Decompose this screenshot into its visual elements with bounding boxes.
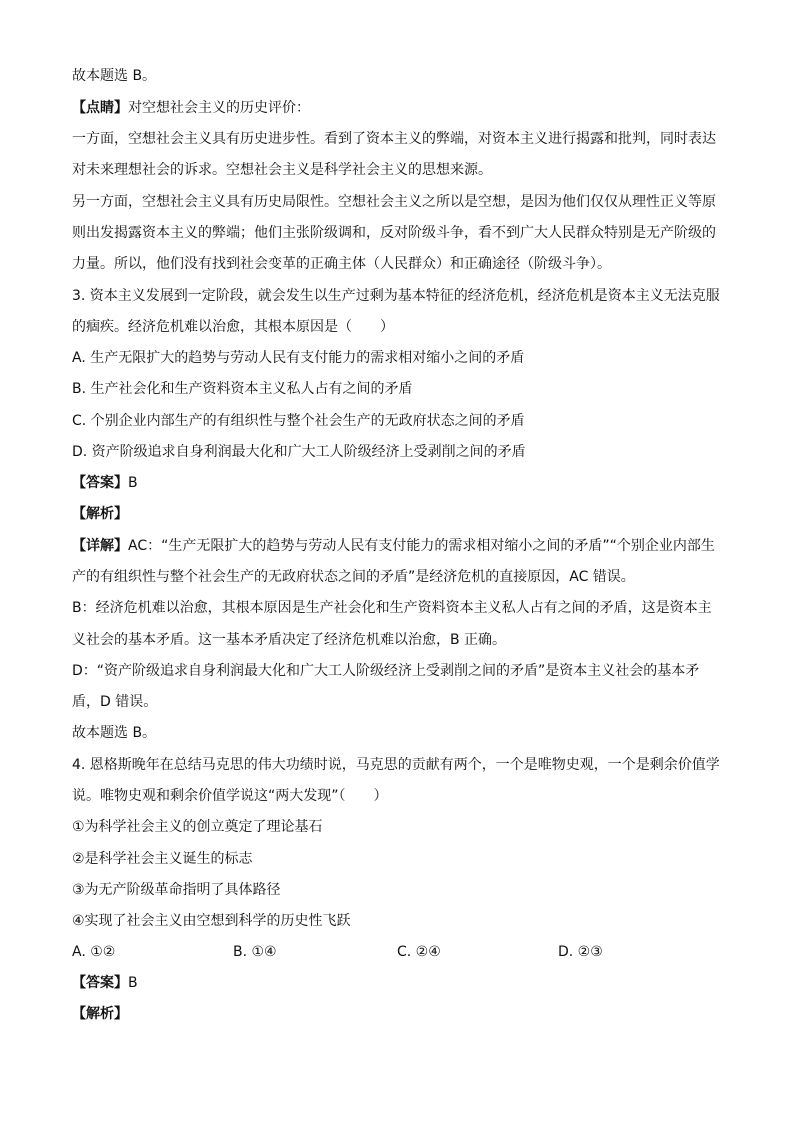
question-4-option-c: C. ②④ xyxy=(397,944,441,960)
question-3-option-d: D. 资产阶级追求自身利润最大化和广大工人阶级经济上受剥削之间的矛盾 xyxy=(72,444,526,460)
question-4-stem: 4. 恩格斯晚年在总结马克思的伟大功绩时说，马克思的贡献有两个，一个是唯物史观，一个是剩余价值学 xyxy=(72,757,720,773)
question-3-stem: 的痼疾。经济危机难以治愈，其根本原因是（ ） xyxy=(72,319,394,335)
paragraph-line: 则出发揭露资本主义的弊端；他们主张阶级调和，反对阶级斗争，看不到广大人民群众特别是无产阶级的 xyxy=(72,225,716,241)
question-3-answer xyxy=(72,473,732,493)
dianjing-label: 【点睛】 xyxy=(72,100,128,116)
question-3-detail: D：“资产阶级追求自身利润最大化和广大工人阶级经济上受剥削之间的矛盾”是资本主义社会的基本矛 xyxy=(72,663,700,679)
paragraph-line: 力量。所以，他们没有找到社会变革的正确主体（人民群众）和正确途径（阶级斗争）。 xyxy=(72,256,611,272)
question-4-item-4: ④实现了社会主义由空想到科学的历史性飞跃 xyxy=(72,913,351,929)
question-4-item-2: ②是科学社会主义诞生的标志 xyxy=(72,851,253,867)
question-3-conclusion: 故本题选 B。 xyxy=(72,725,157,741)
paragraph-line: 对未来理想社会的诉求。空想社会主义是科学社会主义的思想来源。 xyxy=(72,162,492,178)
question-4-item-1: ①为科学社会主义的创立奠定了理论基石 xyxy=(72,819,323,835)
answer-value: B xyxy=(128,475,138,491)
question-3-detail: B：经济危机难以治愈，其根本原因是生产社会化和生产资料资本主义私人占有之间的矛盾，这是资本主 xyxy=(72,600,712,616)
analysis-label: 【解析】 xyxy=(72,506,128,522)
question-4-option-a: A. ①② xyxy=(72,944,116,960)
question-4-analysis-label xyxy=(72,1004,732,1024)
question-3-option-a: A. 生产无限扩大的趋势与劳动人民有支付能力的需求相对缩小之间的矛盾 xyxy=(72,350,525,366)
answer-value: B xyxy=(128,975,138,991)
question-3-detail: 义社会的基本矛盾。这一基本矛盾决定了经济危机难以治愈，B 正确。 xyxy=(72,632,507,648)
question-3-detail: 盾，D 错误。 xyxy=(72,694,158,710)
detail-text: AC：“生产无限扩大的趋势与劳动人民有支付能力的需求相对缩小之间的矛盾”“个别企业内部生 xyxy=(128,538,715,554)
question-3-detail xyxy=(72,536,732,556)
question-3-option-b: B. 生产社会化和生产资料资本主义私人占有之间的矛盾 xyxy=(72,381,413,397)
analysis-label: 【解析】 xyxy=(72,1006,128,1022)
dianjing-text: 对空想社会主义的历史评价： xyxy=(128,100,310,116)
conclusion-line: 故本题选 B。 xyxy=(72,68,157,84)
question-4-answer xyxy=(72,973,732,993)
paragraph-line: 一方面，空想社会主义具有历史进步性。看到了资本主义的弊端，对资本主义进行揭露和批判，同时表达 xyxy=(72,131,716,147)
question-4-item-3: ③为无产阶级革命指明了具体路径 xyxy=(72,882,281,898)
dianjing-line xyxy=(72,98,732,118)
question-4-option-d: D. ②③ xyxy=(558,944,603,960)
question-3-stem: 3. 资本主义发展到一定阶段，就会发生以生产过剩为基本特征的经济危机，经济危机是资本主义无法克服 xyxy=(72,288,720,304)
question-4-stem: 说。唯物史观和剩余价值学说这“两大发现”（ ） xyxy=(72,788,388,804)
question-3-detail: 产的有组织性与整个社会生产的无政府状态之间的矛盾”是经济危机的直接原因，AC 错误。 xyxy=(72,569,635,585)
question-3-option-c: C. 个别企业内部生产的有组织性与整个社会生产的无政府状态之间的矛盾 xyxy=(72,413,525,429)
question-3-analysis-label xyxy=(72,504,732,524)
detail-label: 【详解】 xyxy=(72,538,128,554)
answer-label: 【答案】 xyxy=(72,475,128,491)
answer-label: 【答案】 xyxy=(72,975,128,991)
question-4-option-b: B. ①④ xyxy=(233,944,277,960)
paragraph-line: 另一方面，空想社会主义具有历史局限性。空想社会主义之所以是空想，是因为他们仅仅从理性正义等原 xyxy=(72,194,716,210)
